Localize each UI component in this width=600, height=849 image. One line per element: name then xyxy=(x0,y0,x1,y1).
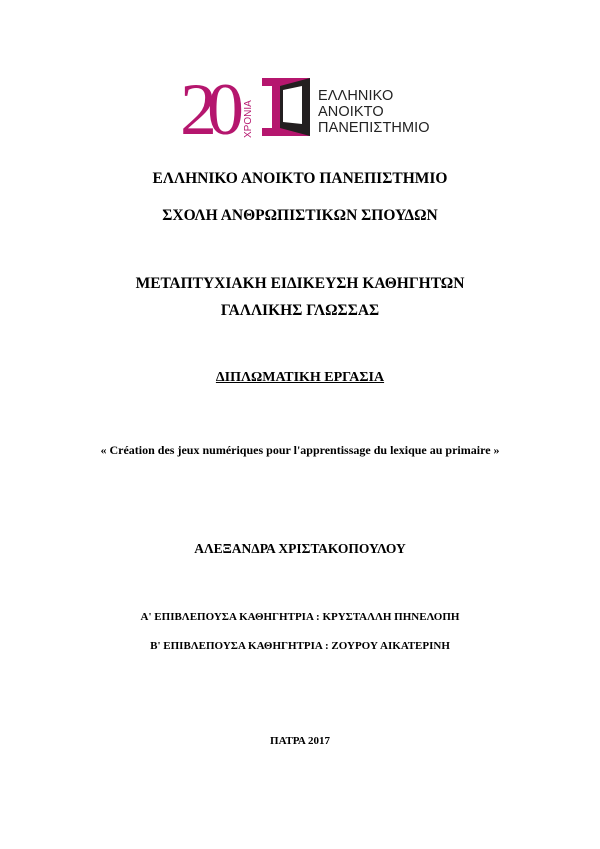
anniversary-word: ΧΡΟΝΙΑ xyxy=(243,100,254,138)
author-name: ΑΛΕΞΑΝΔΡΑ ΧΡΙΣΤΑΚΟΠΟΥΛΟΥ xyxy=(194,541,406,556)
supervisor-b: Β' ΕΠΙΒΛΕΠΟΥΣΑ ΚΑΘΗΓΗΤΡΙΑ : ΖΟΥΡΟΥ ΑΙΚΑΤΕΡΙΝΗ xyxy=(150,640,450,652)
logo-line: ΑΝΟΙΚΤΟ xyxy=(318,104,384,120)
open-book-icon xyxy=(262,78,310,136)
anniversary-number: 20 xyxy=(180,74,234,140)
place-and-year: ΠΑΤΡΑ 2017 xyxy=(270,735,330,747)
anniversary-20-emblem xyxy=(180,74,254,140)
document-type: ΔΙΠΛΩΜΑΤΙΚΗ ΕΡΓΑΣΙΑ xyxy=(215,370,385,385)
programme-title-line2: ΓΑΛΛΙΚΗΣ ΓΛΩΣΣΑΣ xyxy=(220,302,380,319)
school-name: ΣΧΟΛΗ ΑΝΘΡΩΠΙΣΤΙΚΩΝ ΣΠΟΥΔΩΝ xyxy=(162,207,438,224)
logo-wordmark xyxy=(318,88,430,136)
logo-line: ΠΑΝΕΠΙΣΤΗΜΙΟ xyxy=(318,120,430,136)
thesis-title: « Création des jeux numériques pour l'apprentissage du lexique au primaire » xyxy=(100,443,500,457)
supervisor-a: Α' ΕΠΙΒΛΕΠΟΥΣΑ ΚΑΘΗΓΗΤΡΙΑ : ΚΡΥΣΤΑΛΛΗ ΠΗΝΕΛΟΠΗ xyxy=(140,611,460,623)
university-name: ΕΛΛΗΝΙΚΟ ΑΝΟΙΚΤΟ ΠΑΝΕΠΙΣΤΗΜΙΟ xyxy=(152,170,448,187)
logo-line: ΕΛΛΗΝΙΚΟ xyxy=(318,88,394,104)
programme-title-line1: ΜΕΤΑΠΤΥΧΙΑΚΗ ΕΙΔΙΚΕΥΣΗ ΚΑΘΗΓΗΤΩΝ xyxy=(135,275,465,292)
